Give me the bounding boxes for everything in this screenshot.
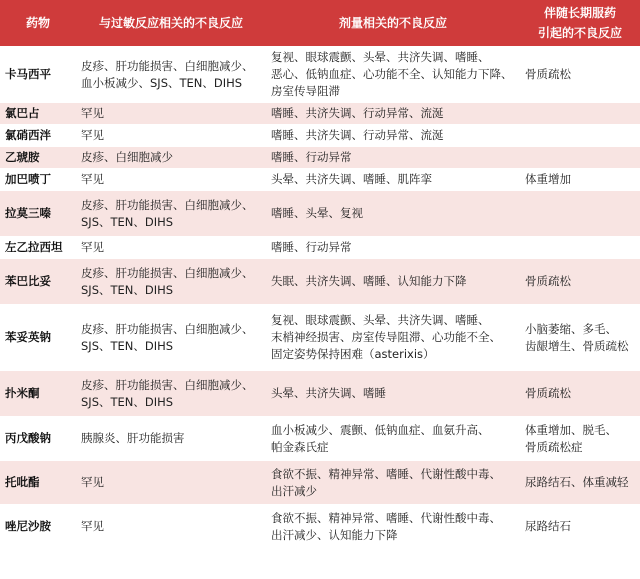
dose-reaction: 头晕、共济失调、嗜睡 [266,371,520,417]
allergy-reaction: 胰腺炎、肝功能损害 [76,417,266,461]
header-row [0,0,640,47]
drug-name: 扑米酮 [0,371,76,417]
drug-name: 托吡酯 [0,461,76,505]
allergy-reaction: 罕见 [76,461,266,505]
header-longterm: 伴随长期服药 引起的不良反应 [520,0,640,47]
dose-reaction: 血小板减少、震颤、低钠血症、血氨升高、 帕金森氏症 [266,417,520,461]
table-row [0,259,640,305]
dose-reaction: 食欲不振、精神异常、嗜睡、代谢性酸中毒、 出汗减少、认知能力下降 [266,505,520,549]
drug-name: 苯妥英钠 [0,305,76,371]
dose-reaction: 嗜睡、行动异常 [266,147,520,169]
allergy-reaction: 皮疹、肝功能损害、白细胞减少、 SJS、TEN、DIHS [76,191,266,237]
dose-reaction: 嗜睡、头晕、复视 [266,191,520,237]
longterm-reaction: 尿路结石、体重减轻 [520,461,640,505]
drug-name: 卡马西平 [0,47,76,103]
dose-reaction: 复视、眼球震颤、头晕、共济失调、嗜睡、 末梢神经损害、房室传导阻滞、心功能不全、 固定姿势保持困难（asterixis） [266,305,520,371]
longterm-reaction: 体重增加、脱毛、 骨质疏松症 [520,417,640,461]
table-row [0,417,640,461]
table-row [0,461,640,505]
dose-reaction: 食欲不振、精神异常、嗜睡、代谢性酸中毒、 出汗减少 [266,461,520,505]
longterm-reaction [520,125,640,147]
allergy-reaction: 罕见 [76,103,266,125]
drug-name: 苯巴比妥 [0,259,76,305]
dose-reaction: 嗜睡、共济失调、行动异常、流涎 [266,103,520,125]
drug-name: 氯巴占 [0,103,76,125]
drug-name: 加巴喷丁 [0,169,76,191]
dose-reaction: 复视、眼球震颤、头晕、共济失调、嗜睡、 恶心、低钠血症、心功能不全、认知能力下降、 房室传导阻滞 [266,47,520,103]
drug-name: 乙琥胺 [0,147,76,169]
drug-name: 左乙拉西坦 [0,237,76,259]
allergy-reaction: 罕见 [76,125,266,147]
longterm-reaction: 小脑萎缩、多毛、 齿龈增生、骨质疏松 [520,305,640,371]
longterm-reaction [520,237,640,259]
table-row [0,505,640,549]
table-row [0,47,640,103]
dose-reaction: 头晕、共济失调、嗜睡、肌阵挛 [266,169,520,191]
longterm-reaction: 骨质疏松 [520,259,640,305]
longterm-reaction: 骨质疏松 [520,371,640,417]
longterm-reaction: 尿路结石 [520,505,640,549]
allergy-reaction: 皮疹、肝功能损害、白细胞减少、 SJS、TEN、DIHS [76,259,266,305]
table-row [0,147,640,169]
header-allergy: 与过敏反应相关的不良反应 [76,0,266,47]
table-row [0,371,640,417]
drug-name: 唑尼沙胺 [0,505,76,549]
drug-name: 氯硝西泮 [0,125,76,147]
longterm-reaction: 骨质疏松 [520,47,640,103]
allergy-reaction: 皮疹、白细胞减少 [76,147,266,169]
allergy-reaction: 罕见 [76,169,266,191]
header-dose: 剂量相关的不良反应 [266,0,520,47]
header-drug: 药物 [0,0,76,47]
table-row [0,103,640,125]
table-row [0,191,640,237]
dose-reaction: 嗜睡、共济失调、行动异常、流涎 [266,125,520,147]
table-row [0,125,640,147]
longterm-reaction [520,103,640,125]
allergy-reaction: 皮疹、肝功能损害、白细胞减少、 SJS、TEN、DIHS [76,371,266,417]
drug-name: 丙戊酸钠 [0,417,76,461]
table-row [0,305,640,371]
longterm-reaction [520,147,640,169]
dose-reaction: 嗜睡、行动异常 [266,237,520,259]
dose-reaction: 失眠、共济失调、嗜睡、认知能力下降 [266,259,520,305]
longterm-reaction: 体重增加 [520,169,640,191]
allergy-reaction: 罕见 [76,237,266,259]
allergy-reaction: 皮疹、肝功能损害、白细胞减少、 SJS、TEN、DIHS [76,305,266,371]
drug-name: 拉莫三嗪 [0,191,76,237]
allergy-reaction: 罕见 [76,505,266,549]
allergy-reaction: 皮疹、肝功能损害、白细胞减少、 血小板减少、SJS、TEN、DIHS [76,47,266,103]
table-row [0,237,640,259]
table-row [0,169,640,191]
longterm-reaction [520,191,640,237]
